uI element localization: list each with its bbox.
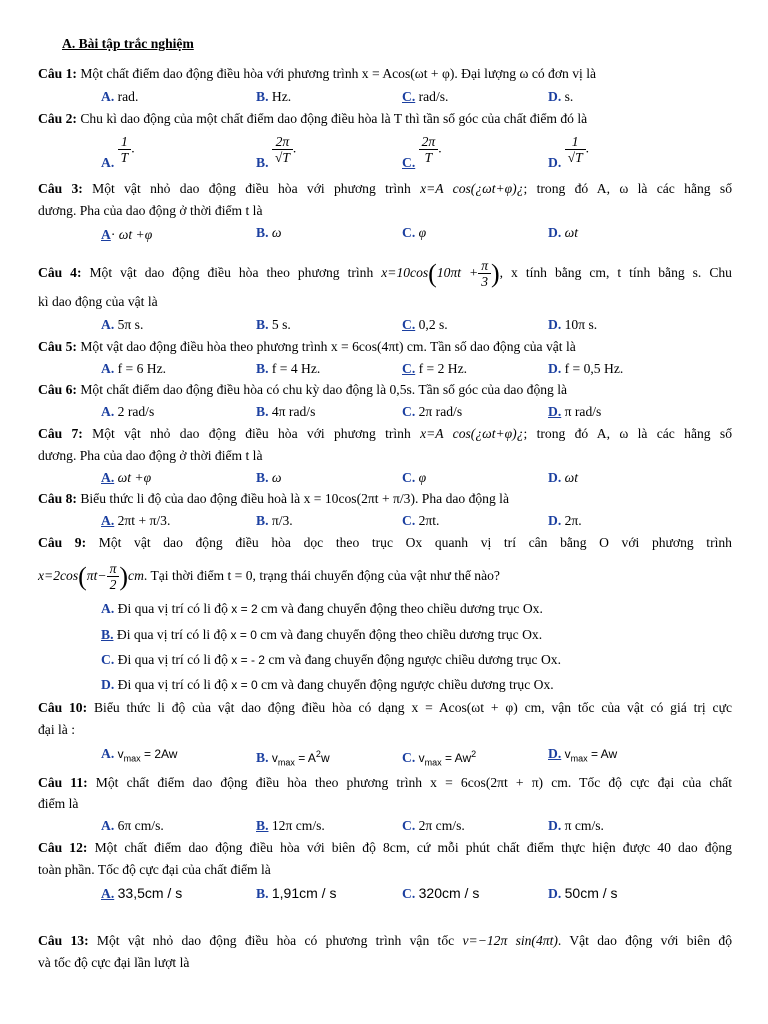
q3-option-d[interactable]: D. ωt <box>548 225 578 240</box>
q7-option-d[interactable]: D. ωt <box>548 470 578 485</box>
q10-option-d[interactable]: D. $v_{max} = Aw$ <box>548 746 618 764</box>
question-8: Câu 8: Biểu thức li độ của dao động điều hoà là x = 10cos(2πt + π/3). Pha dao động là <box>38 491 509 506</box>
q8-option-b[interactable]: B. π/3. <box>256 513 293 528</box>
q3-option-b[interactable]: B. ω <box>256 225 282 240</box>
q4-option-a[interactable]: A. 5π s. <box>101 317 144 332</box>
q4-option-c[interactable]: C. 0,2 s. <box>402 317 448 332</box>
q6-option-a[interactable]: A. 2 rad/s <box>101 404 155 419</box>
q1-option-b[interactable]: B. Hz. <box>256 89 292 104</box>
question-13: Câu 13: Một vật nhỏ dao động điều hòa có phương trình vận tốc v=−12π sin(4πt). Vật dao động với biên độ <box>38 933 733 948</box>
q9-option-c[interactable]: C. Đi qua vị trí có li độ x = - 2 cm và đang chuyển động ngược chiều dương trục Ox. <box>101 652 561 667</box>
q1-option-d[interactable]: D. s. <box>548 89 574 104</box>
question-3-cont: dương. Pha của dao động ở thời điểm t là <box>38 203 263 218</box>
question-12-cont: toàn phần. Tốc độ cực đại của chất điểm là <box>38 862 271 877</box>
question-4: Câu 4: Một vật dao động điều hòa theo phương trình x=10cos(10πt + $\frac{\pi}{3}$ ), x tính bằng cm, t tính bằng s. Chu <box>38 258 732 290</box>
q5-option-b[interactable]: B. f = 4 Hz. <box>256 361 321 376</box>
q10-option-c[interactable]: C. $v_{max} = Aw^2$ <box>402 749 477 768</box>
q11-option-d[interactable]: D. π cm/s. <box>548 818 604 833</box>
question-2: Câu 2: Chu kì dao động của một chất điểm dao động điều hòa là T thì tần số góc của chất điểm đó là <box>38 111 588 126</box>
q8-option-a[interactable]: A. 2πt + π/3. <box>101 513 171 528</box>
question-10: Câu 10: Biểu thức li độ của vật dao động điều hòa có dạng x = Acos(ωt + φ) cm, vận tốc của vật có giá trị cực <box>38 700 732 715</box>
q10-option-b[interactable]: B. $v_{max} = A^2w$ <box>256 749 330 768</box>
q9-option-d[interactable]: D. Đi qua vị trí có li độ x = 0 cm và đang chuyển động ngược chiều dương trục Ox. <box>101 677 554 692</box>
question-7-cont: dương. Pha của dao động ở thời điểm t là <box>38 448 263 463</box>
q5-option-c[interactable]: C. f = 2 Hz. <box>402 361 468 376</box>
question-1: Câu 1: Một chất điểm dao động điều hòa với phương trình x = Acos(ωt + φ). Đại lượng ω có đơn vị là <box>38 66 597 81</box>
question-5: Câu 5: Một vật dao động điều hòa theo phương trình x = 6cos(4πt) cm. Tần số dao động của vật là <box>38 339 576 354</box>
q1-option-c[interactable]: C. rad/s. <box>402 89 449 104</box>
q6-option-b[interactable]: B. 4π rad/s <box>256 404 316 419</box>
q7-option-a[interactable]: A. ωt +φ <box>101 470 152 485</box>
q2-option-d[interactable]: D. $\frac{1}{√T}$ . <box>548 134 590 170</box>
q12-option-d[interactable]: D. 50cm / s <box>548 885 618 901</box>
q7-option-b[interactable]: B. ω <box>256 470 282 485</box>
q9-option-b[interactable]: B. Đi qua vị trí có li độ x = 0 cm và đang chuyển động theo chiều dương trục Ox. <box>101 627 543 642</box>
q11-option-b[interactable]: B. 12π cm/s. <box>256 818 325 833</box>
q11-option-a[interactable]: A. 6π cm/s. <box>101 818 164 833</box>
q2-option-b[interactable]: B. $\frac{2\pi}{√T}$ . <box>256 134 297 170</box>
question-9: Câu 9: Một vật dao động điều hòa dọc theo trục Ox quanh vị trí cân bằng O với phương trình <box>38 535 732 550</box>
question-6: Câu 6: Một chất điểm dao động điều hòa có chu kỳ dao động là 0,5s. Tần số góc của dao động là <box>38 382 568 397</box>
question-13-cont: và tốc độ cực đại lần lượt là <box>38 955 190 970</box>
q7-option-c[interactable]: C. φ <box>402 470 427 485</box>
question-7: Câu 7: Một vật nhỏ dao động điều hòa với phương trình x=A cos(¿ωt+φ)¿; trong đó A, ω là các hằng số <box>38 426 732 441</box>
q8-option-d[interactable]: D. 2π. <box>548 513 582 528</box>
q8-option-c[interactable]: C. 2πt. <box>402 513 440 528</box>
q12-option-c[interactable]: C. 320cm / s <box>402 885 480 901</box>
q2-option-c[interactable]: C. $\frac{2\pi}{T}$ . <box>402 134 442 170</box>
question-11: Câu 11: Một chất điểm dao động điều hòa theo phương trình x = 6cos(2πt + π) cm. Tốc độ cực đại của chất <box>38 775 732 790</box>
question-10-cont: đại là : <box>38 722 75 737</box>
q4-option-b[interactable]: B. 5 s. <box>256 317 291 332</box>
q12-option-b[interactable]: B. 1,91cm / s <box>256 885 337 901</box>
q1-option-a[interactable]: A. rad. <box>101 89 139 104</box>
q6-option-d[interactable]: D. π rad/s <box>548 404 602 419</box>
q9-option-a[interactable]: A. Đi qua vị trí có li độ x = 2 cm và đang chuyển động theo chiều dương trục Ox. <box>101 601 543 616</box>
q10-option-a[interactable]: A. $v_{max} = 2Aw$ <box>101 746 178 764</box>
question-3: Câu 3: Một vật nhỏ dao động điều hòa với phương trình x=A cos(¿ωt+φ)¿; trong đó A, ω là các hằng số <box>38 181 732 196</box>
question-11-cont: điểm là <box>38 796 79 811</box>
q2-option-a[interactable]: A. $\frac{1}{T}$ . <box>101 134 135 170</box>
q12-option-a[interactable]: A. 33,5cm / s <box>101 885 183 901</box>
q6-option-c[interactable]: C. 2π rad/s <box>402 404 463 419</box>
q5-option-a[interactable]: A. f = 6 Hz. <box>101 361 167 376</box>
section-heading: A. Bài tập trắc nghiệm <box>62 36 194 51</box>
q11-option-c[interactable]: C. 2π cm/s. <box>402 818 465 833</box>
q5-option-d[interactable]: D. f = 0,5 Hz. <box>548 361 624 376</box>
question-9-cont: x=2cos(πt− $\frac{\pi}{2}$ )cm. Tại thời điểm t = 0, trạng thái chuyển động của vật như thế nào? <box>38 561 500 593</box>
question-4-cont: kì dao động của vật là <box>38 294 158 309</box>
q3-option-a[interactable]: A· ωt +φ <box>101 227 153 242</box>
q3-option-c[interactable]: C. φ <box>402 225 427 240</box>
question-12: Câu 12: Một chất điểm dao động điều hòa với biên độ 8cm, cứ mỗi phút chất điểm thực hiện được 40 dao động <box>38 840 732 855</box>
q4-option-d[interactable]: D. 10π s. <box>548 317 598 332</box>
